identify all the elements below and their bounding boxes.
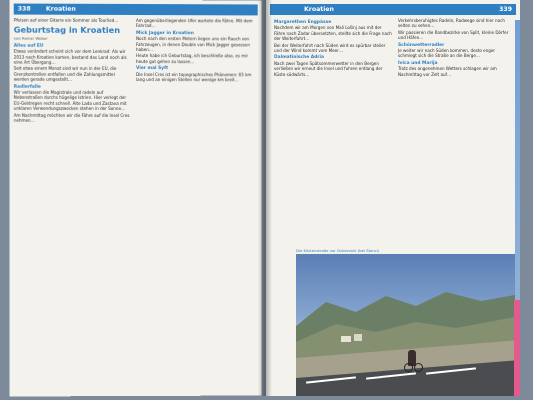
section-heading: Margarethen Engpässe	[274, 20, 332, 25]
right-column-1	[274, 18, 392, 248]
left-column-2	[136, 18, 256, 394]
section-heading: Radlerfalle	[13, 84, 41, 90]
body-paragraph: Heute habe ich Geburtstag, ich beschließe also, es mir heute gut gehen zu lassen…	[136, 53, 249, 64]
article-title: Geburtstag in Kroatien	[13, 24, 121, 36]
body-paragraph: Je weiter wir nach Süden kommen, desto enger schmiegt sich die Straße an die Berge…	[398, 48, 496, 59]
section-heading: Dalmatinische Adria	[274, 55, 324, 61]
body-paragraph: Am gegenüberliegenden Ufer wartete die Fähre. Mit dem Fahrrad…	[136, 18, 253, 29]
section-heading: Mick Jagger in Kroatien	[136, 30, 194, 36]
book-gutter	[258, 0, 272, 396]
photo-caption: Die Küstenstraße vor Dubrovnik (bei Stanci)	[296, 248, 380, 253]
section-heading: Vier mal Syft	[136, 66, 169, 72]
body-paragraph: Wir passieren die Randbezirke von Split, kleine Dörfer und Häfen…	[398, 29, 509, 41]
right-page	[266, 0, 520, 396]
body-paragraph: Am Nachmittag möchten wir die Fähre auf die Insel Cres nehmen…	[13, 112, 130, 123]
left-page-number: 338	[17, 5, 31, 13]
body-paragraph: Die Insel Cres ist ein topographisches Phänomen: 65 km lang und an einigen Stellen nur wenige km breit…	[136, 71, 252, 83]
right-page-header	[270, 4, 516, 15]
body-paragraph: Trotz des angenehmen Wetters schlagen wir am Nachmittag vor Zelt auf…	[398, 66, 497, 77]
body-paragraph: Verkehrsberuhigtes Radeln, Radwege sind hier noch selten zu sehen…	[398, 18, 505, 29]
article-byline: von Rainer Weber	[13, 36, 48, 42]
body-paragraph: Etwas verändert scheint sich vor dem Lenkrad: Als wir 2013 nach Kroatien kamen, bestand das Land noch als eine Art Übergang…	[13, 48, 127, 65]
left-column-1	[14, 18, 131, 395]
body-paragraph: Bei der Weiterfahrt nach Süden wird es spürbar steiler und der Wind kommt vom Meer…	[274, 42, 386, 54]
body-paragraph: Nach zwei Tagen Spätsommerwetter in den Bergen verließen wir erneut die Insel und fuhren entlang der Küste südwärts…	[274, 60, 383, 77]
section-heading: Ivica und Marija	[398, 60, 438, 66]
body-paragraph: Noch nach den ersten Metern liegen uns ein Rauch von Fahrzeugen, in denen Double von Mick Jagger gesessen haben…	[136, 36, 251, 53]
road-photo	[296, 254, 520, 396]
right-column-2	[398, 18, 514, 248]
right-page-number: 339	[499, 6, 512, 13]
bike-wheel	[404, 363, 413, 372]
intro-paragraph: Pfeisen auf einer Gitarre ein Sommer als Tourlied…	[13, 17, 119, 23]
section-heading: Schönwetterradler	[398, 42, 445, 48]
book-spread	[10, 0, 520, 396]
body-paragraph: Seit etwa einem Monat sind wir nun in der EU, die Grenzkontrollen entfallen und die Zahlungsmittel werden gerade umgestellt…	[13, 66, 117, 83]
bike-wheel	[414, 363, 423, 372]
right-section-title: Kroatien	[304, 6, 334, 13]
body-paragraph: Wir verlassen die Magistrale und radeln auf Nebenstraßen durchs hügelige Istrien. Hier verlegt der EU-Geldregen recht schnell. Alte Lada und Zastava mit unklaren Verwendungszwecken stehen in der Sonne…	[13, 89, 127, 112]
left-page	[10, 0, 262, 396]
section-heading: Alles auf EU	[13, 43, 44, 49]
left-section-title: Kroatien	[45, 5, 76, 13]
left-page-header	[14, 4, 258, 16]
page-edge-marker	[514, 300, 520, 396]
body-paragraph: Nachdem wir am Morgen von Mali Lošinj aus mit der Fähre nach Zadar übersetzten, stellte sich die Frage nach der Weiterfahrt…	[274, 25, 392, 42]
